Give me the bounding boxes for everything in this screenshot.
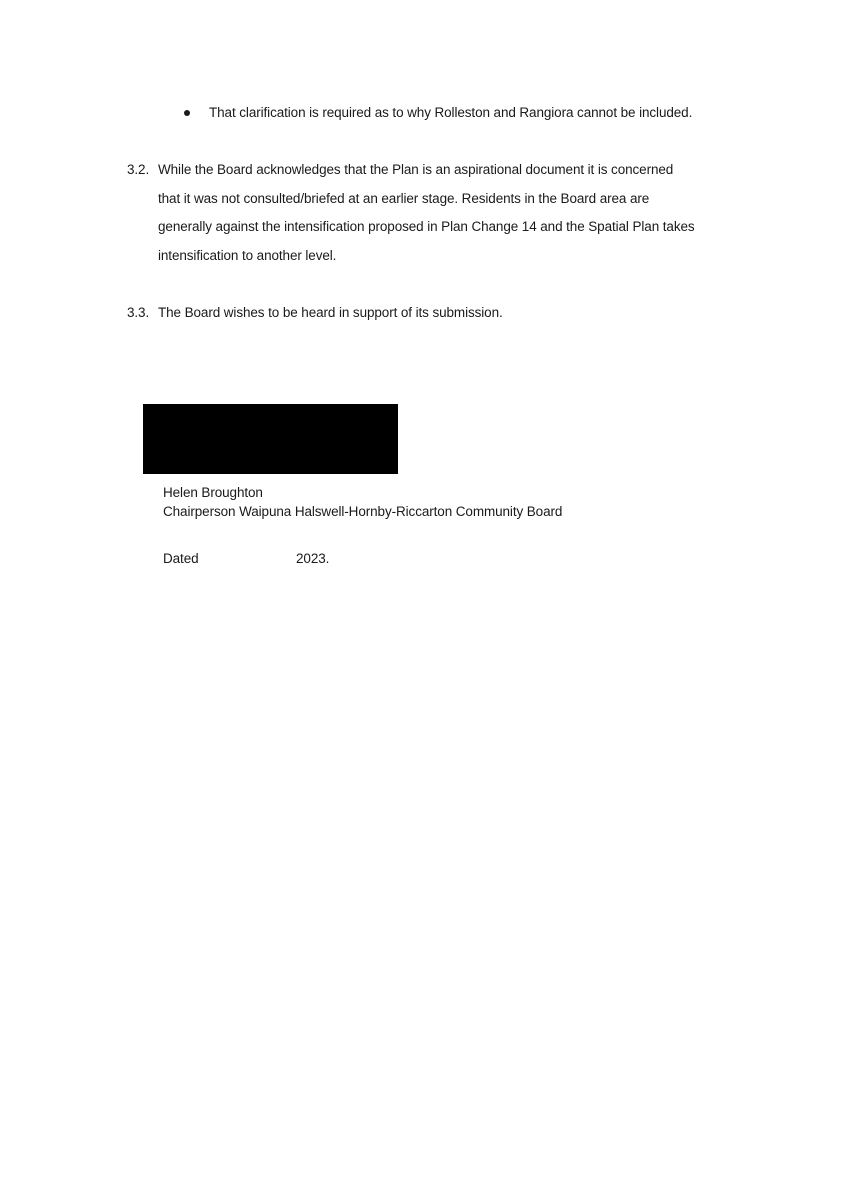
dated-year: 2023. bbox=[296, 551, 330, 566]
paragraph-body bbox=[158, 299, 758, 328]
paragraph-line: The Board wishes to be heard in support of its submission. bbox=[158, 305, 503, 320]
signatory-title: Chairperson Waipuna Halswell-Hornby-Riccarton Community Board bbox=[163, 504, 563, 519]
paragraph-number: 3.3. bbox=[127, 305, 150, 320]
paragraph-3-3 bbox=[127, 299, 767, 329]
redacted-signature bbox=[143, 404, 398, 474]
bullet-text: That clarification is required as to why Rolleston and Rangiora cannot be included. bbox=[209, 105, 693, 120]
paragraph-number: 3.2. bbox=[127, 162, 150, 177]
paragraph-body bbox=[158, 156, 758, 270]
paragraph-3-2 bbox=[127, 156, 767, 276]
dated-label: Dated bbox=[163, 551, 199, 566]
paragraph-line: intensification to another level. bbox=[158, 247, 337, 263]
paragraph-line: generally against the intensification proposed in Plan Change 14 and the Spatial Plan takes bbox=[158, 219, 695, 234]
signatory-name: Helen Broughton bbox=[163, 485, 263, 500]
paragraph-line: While the Board acknowledges that the Plan is an aspirational document it is concerned bbox=[158, 162, 674, 177]
paragraph-line: that it was not consulted/briefed at an earlier stage. Residents in the Board area are bbox=[158, 190, 650, 206]
bullet-point-icon bbox=[184, 110, 190, 116]
